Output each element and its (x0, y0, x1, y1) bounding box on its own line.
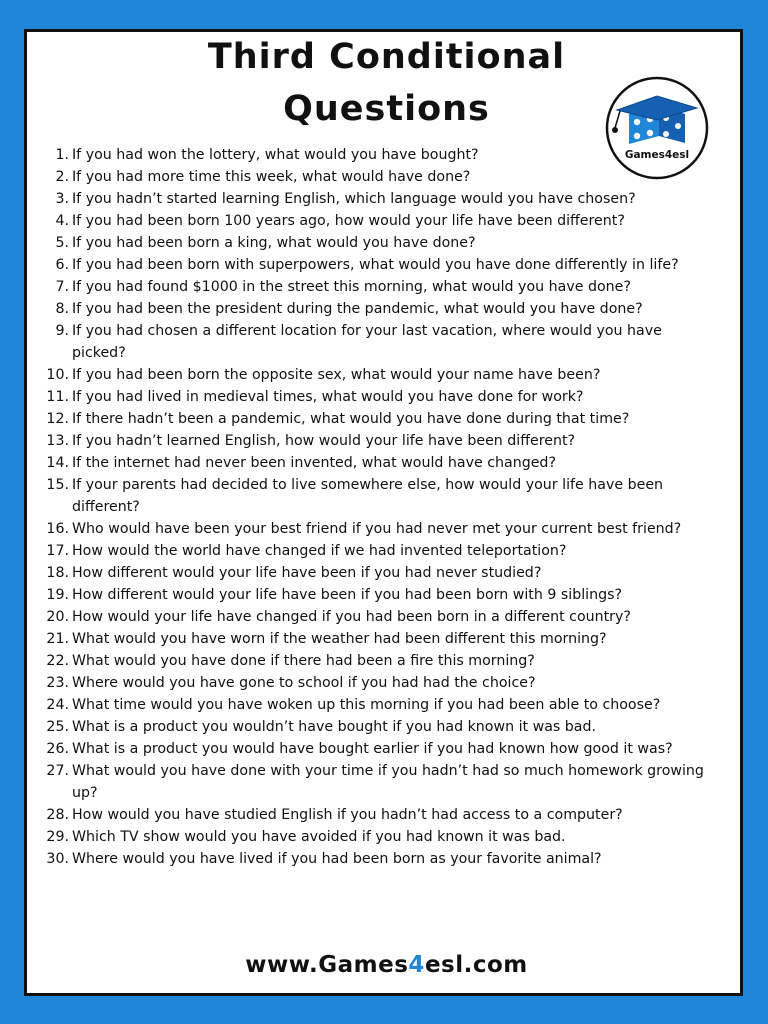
list-item (27, 210, 717, 232)
question-number: 23. (46, 675, 69, 691)
list-item (27, 166, 717, 188)
question-number: 15. (46, 477, 69, 493)
question-text: If there hadn’t been a pandemic, what would you have done during that time? (72, 411, 630, 427)
question-text: If you had been the president during the pandemic, what would you have done? (72, 301, 643, 317)
question-number: 1. (55, 147, 69, 163)
list-item (27, 364, 717, 386)
question-number: 13. (46, 433, 69, 449)
question-text: If you had found $1000 in the street this morning, what would you have done? (72, 279, 631, 295)
list-item (27, 188, 717, 210)
logo-text: Games4esl (624, 149, 690, 161)
list-item (27, 232, 717, 254)
question-number: 2. (55, 169, 69, 185)
question-text: Where would you have lived if you had been born as your favorite animal? (72, 851, 602, 867)
question-text: How would you have studied English if you hadn’t had access to a computer? (72, 807, 623, 823)
list-item (27, 606, 717, 628)
question-number: 9. (55, 323, 69, 339)
question-text: How different would your life have been if you had never studied? (72, 565, 542, 581)
question-number: 26. (46, 741, 69, 757)
list-item (27, 430, 717, 452)
footer-url-suffix: esl.com (424, 952, 528, 978)
question-number: 22. (46, 653, 69, 669)
footer-url (27, 952, 746, 978)
question-number: 12. (46, 411, 69, 427)
question-number: 17. (46, 543, 69, 559)
list-item (27, 584, 717, 606)
question-text: How would your life have changed if you had been born in a different country? (72, 609, 631, 625)
question-text: If you had more time this week, what would have done? (72, 169, 471, 185)
list-item (27, 694, 717, 716)
question-number: 14. (46, 455, 69, 471)
list-item (27, 452, 717, 474)
question-text: If you had been born with superpowers, what would you have done differently in life? (72, 257, 679, 273)
question-text: If the internet had never been invented, what would have changed? (72, 455, 556, 471)
question-text: What would you have worn if the weather had been different this morning? (72, 631, 607, 647)
question-text: If you had been born the opposite sex, what would your name have been? (72, 367, 601, 383)
list-item (27, 650, 717, 672)
question-text: How different would your life have been if you had been born with 9 siblings? (72, 587, 623, 603)
question-text: Who would have been your best friend if you had never met your current best friend? (72, 521, 682, 537)
list-item (27, 562, 717, 584)
list-item (27, 386, 717, 408)
footer-url-accent: 4 (408, 952, 425, 978)
page-title-line-1: Third Conditional (207, 37, 566, 77)
list-item (27, 144, 717, 166)
question-number: 28. (46, 807, 69, 823)
question-number: 11. (46, 389, 69, 405)
question-number: 27. (46, 763, 69, 779)
question-number: 4. (55, 213, 69, 229)
question-text: If you had been born 100 years ago, how would your life have been different? (72, 213, 625, 229)
question-number: 5. (55, 235, 69, 251)
question-text: Where would you have gone to school if you had had the choice? (72, 675, 536, 691)
question-text: What would you have done if there had been a fire this morning? (72, 653, 535, 669)
question-text: What time would you have woken up this morning if you had been able to choose? (72, 697, 661, 713)
question-number: 20. (46, 609, 69, 625)
question-number: 30. (46, 851, 69, 867)
list-item (27, 518, 717, 540)
question-number: 10. (46, 367, 69, 383)
list-item (27, 276, 717, 298)
question-text: What is a product you wouldn’t have bought if you had known it was bad. (72, 719, 597, 735)
list-item (27, 760, 717, 804)
question-number: 24. (46, 697, 69, 713)
question-number: 16. (46, 521, 69, 537)
question-text: If you hadn’t learned English, how would your life have been different? (72, 433, 576, 449)
question-text: If you hadn’t started learning English, which language would you have chosen? (72, 191, 636, 207)
list-item (27, 628, 717, 650)
question-number: 21. (46, 631, 69, 647)
question-number: 6. (55, 257, 69, 273)
question-text: If you had lived in medieval times, what would you have done for work? (72, 389, 584, 405)
page-title-line-2: Questions (283, 89, 490, 129)
list-item (27, 804, 717, 826)
question-number: 29. (46, 829, 69, 845)
question-text: If you had chosen a different location for your last vacation, where would you have picked? (72, 323, 662, 361)
list-item (27, 848, 717, 870)
question-text: What is a product you would have bought earlier if you had known how good it was? (72, 741, 673, 757)
question-list (27, 144, 717, 870)
question-number: 3. (55, 191, 69, 207)
list-item (27, 738, 717, 760)
footer-url-prefix: www.Games (245, 952, 409, 978)
question-number: 7. (55, 279, 69, 295)
question-text: What would you have done with your time if you hadn’t had so much homework growing up? (72, 763, 704, 801)
list-item (27, 716, 717, 738)
worksheet (24, 29, 743, 996)
question-number: 19. (46, 587, 69, 603)
list-item (27, 298, 717, 320)
list-item (27, 540, 717, 562)
list-item (27, 474, 717, 518)
question-number: 18. (46, 565, 69, 581)
question-text: If you had been born a king, what would you have done? (72, 235, 476, 251)
list-item (27, 254, 717, 276)
question-text: If you had won the lottery, what would you have bought? (72, 147, 479, 163)
question-text: Which TV show would you have avoided if you had known it was bad. (72, 829, 566, 845)
question-text: How would the world have changed if we had invented teleportation? (72, 543, 567, 559)
list-item (27, 320, 717, 364)
question-number: 25. (46, 719, 69, 735)
question-text: If your parents had decided to live somewhere else, how would your life have been different? (72, 477, 664, 515)
list-item (27, 826, 717, 848)
question-number: 8. (55, 301, 69, 317)
list-item (27, 408, 717, 430)
list-item (27, 672, 717, 694)
